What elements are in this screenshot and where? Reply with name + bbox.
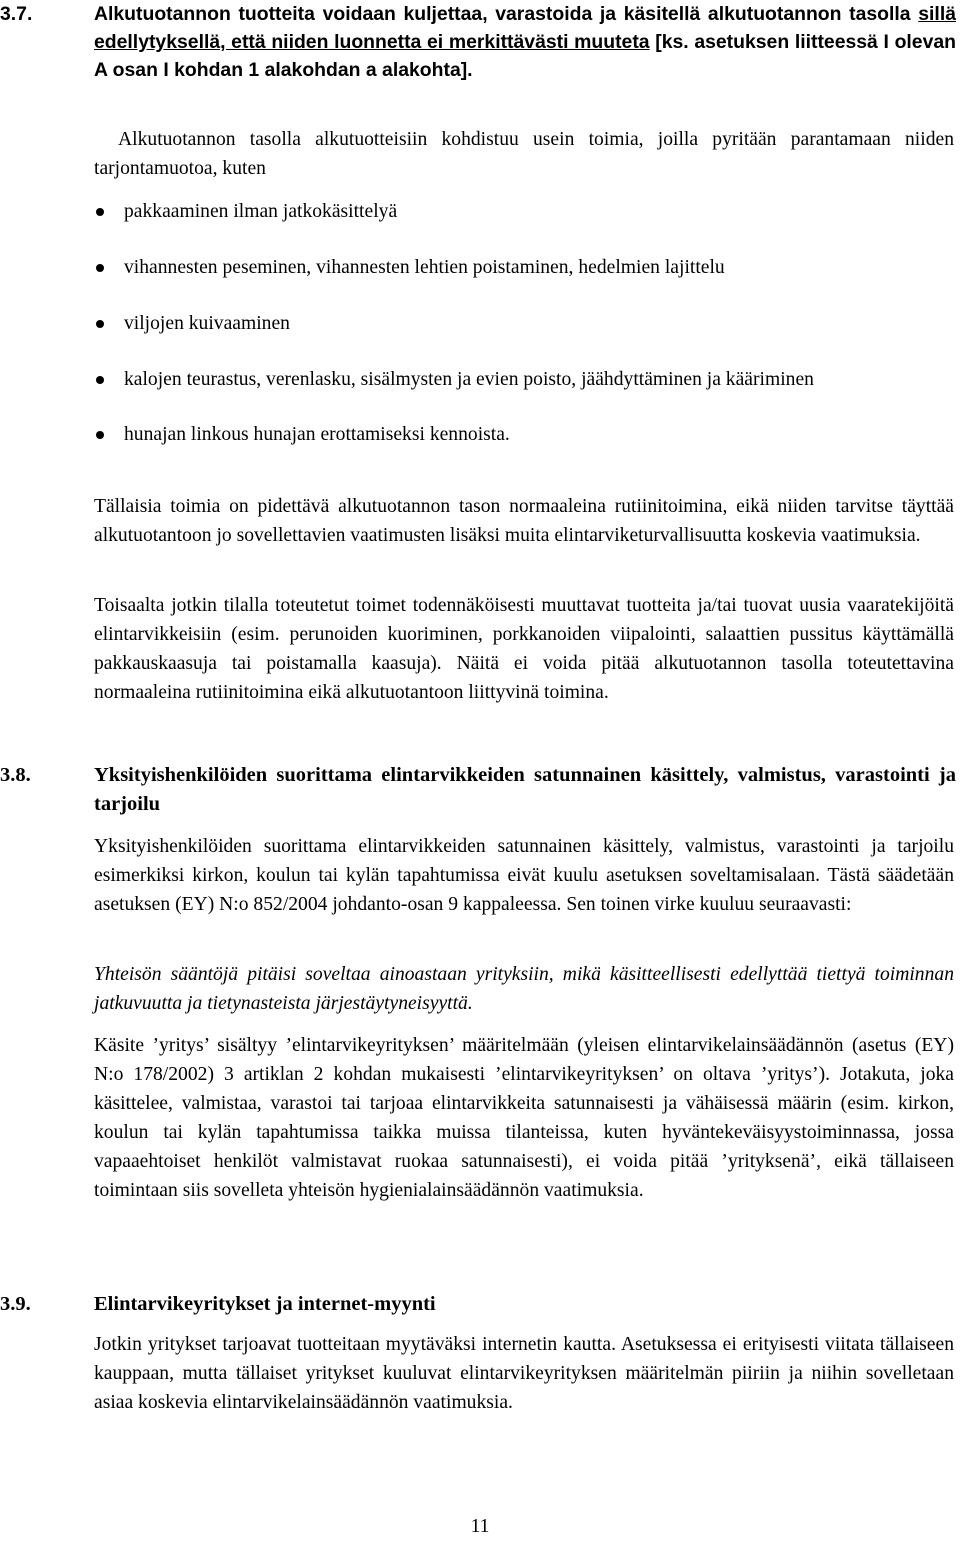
body-paragraph: Toisaalta jotkin tilalla toteutetut toimet todennäköisesti muuttavat tuotteita ja/tai tuovat uusia vaaratekijöitä elintarvikkeisiin (esim. perunoiden kuoriminen, porkkanoiden viipalointi, salaattien pussitus käyttämällä pakkauskaasuja tai poistamalla kaasuja). Näitä ei voida pitää alkutuotannon tasolla toteutettavina normaaleina rutiinitoimina eikä alkutuotantoon liittyvinä toimina. — [94, 595, 954, 703]
body-paragraph: Yksityishenkilöiden suorittama elintarvikkeiden satunnainen käsittely, valmistus, varastointi ja tarjoilu esimerkiksi kirkon, koulun tai kylän tapahtumissa eivät kuulu asetuksen soveltamisalaan. Tästä säädetään asetuksen (EY) N:o 852/2004 johdanto-osan 9 kappaleessa. Sen toinen virke kuuluu seuraavasti: — [94, 836, 954, 915]
section-number: 3.8. — [0, 764, 31, 786]
bullet-icon — [96, 320, 104, 328]
heading-text: Alkutuotannon tuotteita voidaan kuljettaa, varastoida ja käsitellä alkutuotannon tasolla — [94, 3, 919, 25]
body-paragraph: Tällaisia toimia on pidettävä alkutuotannon tason normaaleina rutiinitoimina, eikä niiden tarvitse täyttää alkutuotantoon jo sovellettavien vaatimusten lisäksi muita elintarviketurvallisuutta koskevia vaatimuksia. — [94, 496, 954, 546]
bullet-icon — [96, 264, 104, 272]
body-paragraph: Jotkin yritykset tarjoavat tuotteitaan myytäväksi internetin kautta. Asetuksessa ei erityisesti viitata tällaiseen kauppaan, mutta tällaiset yritykset kuuluvat elintarvikeyrityksen määritelmän piiriin ja niihin sovelletaan asiaa koskevia elintarvikelainsäädännön vaatimuksia. — [94, 1334, 954, 1413]
intro-paragraph: Alkutuotannon tasolla alkutuotteisiin kohdistuu usein toimia, joilla pyritään parantamaan niiden tarjontamuotoa, kuten — [94, 129, 954, 179]
body-paragraph: Käsite ’yritys’ sisältyy ’elintarvikeyrityksen’ määritelmään (yleisen elintarvikelainsäädännön (asetus (EY) N:o 178/2002) 3 artiklan 2 kohdan mukaisesti ’elintarvikeyrityksen’ on oltava ’yritys’). Jotakuta, joka käsittelee, valmistaa, varastoi tai tarjoaa elintarvikkeita satunnaisesti ja vähäisessä määrin (esim. kirkon, koulun tai kylän tapahtumissa taikka muissa tilanteissa, kuten hyväntekeväisyystoiminnassa, jossa vapaaehtoiset henkilöt valmistavat ruokaa satunnaisesti), ei voida pitää ’yrityksenä’, eikä tällaiseen toimintaan siis sovelleta yhteisön hygienialainsäädännön vaatimuksia. — [94, 1035, 954, 1201]
bullet-icon — [96, 431, 104, 439]
section-heading: Elintarvikeyritykset ja internet-myynti — [94, 1293, 436, 1315]
section-heading: Yksityishenkilöiden suorittama elintarvikkeiden satunnainen käsittely, valmistus, varastointi ja tarjoilu — [94, 764, 956, 815]
section-number: 3.7. — [0, 3, 33, 25]
bullet-icon — [96, 208, 104, 216]
bullet-icon — [96, 376, 104, 384]
heading-text: [ks. asetuksen liitteessä I olevan A osan I kohdan 1 alakohdan a alakohta]. — [94, 31, 956, 81]
list-item: viljojen kuivaaminen — [94, 309, 954, 338]
heading-underlined-text: sillä edellytyksellä, että niiden luonnetta ei merkittävästi muuteta — [94, 3, 956, 53]
list-item: hunajan linkous hunajan erottamiseksi kennoista. — [94, 420, 954, 449]
bullet-list — [94, 197, 954, 449]
list-item: vihannesten peseminen, vihannesten lehtien poistaminen, hedelmien lajittelu — [94, 253, 954, 282]
section-number: 3.9. — [0, 1293, 31, 1315]
quote-paragraph: Yhteisön sääntöjä pitäisi soveltaa ainoastaan yrityksiin, mikä käsitteellisesti edellyttää tiettyä toiminnan jatkuvuutta ja tietynasteista järjestäytyneisyyttä. — [94, 964, 954, 1014]
page-number: 11 — [470, 1516, 490, 1537]
section-heading — [94, 0, 956, 84]
list-item: kalojen teurastus, verenlasku, sisälmysten ja evien poisto, jäähdyttäminen ja kääriminen — [94, 365, 954, 394]
list-item: pakkaaminen ilman jatkokäsittelyä — [94, 197, 954, 226]
